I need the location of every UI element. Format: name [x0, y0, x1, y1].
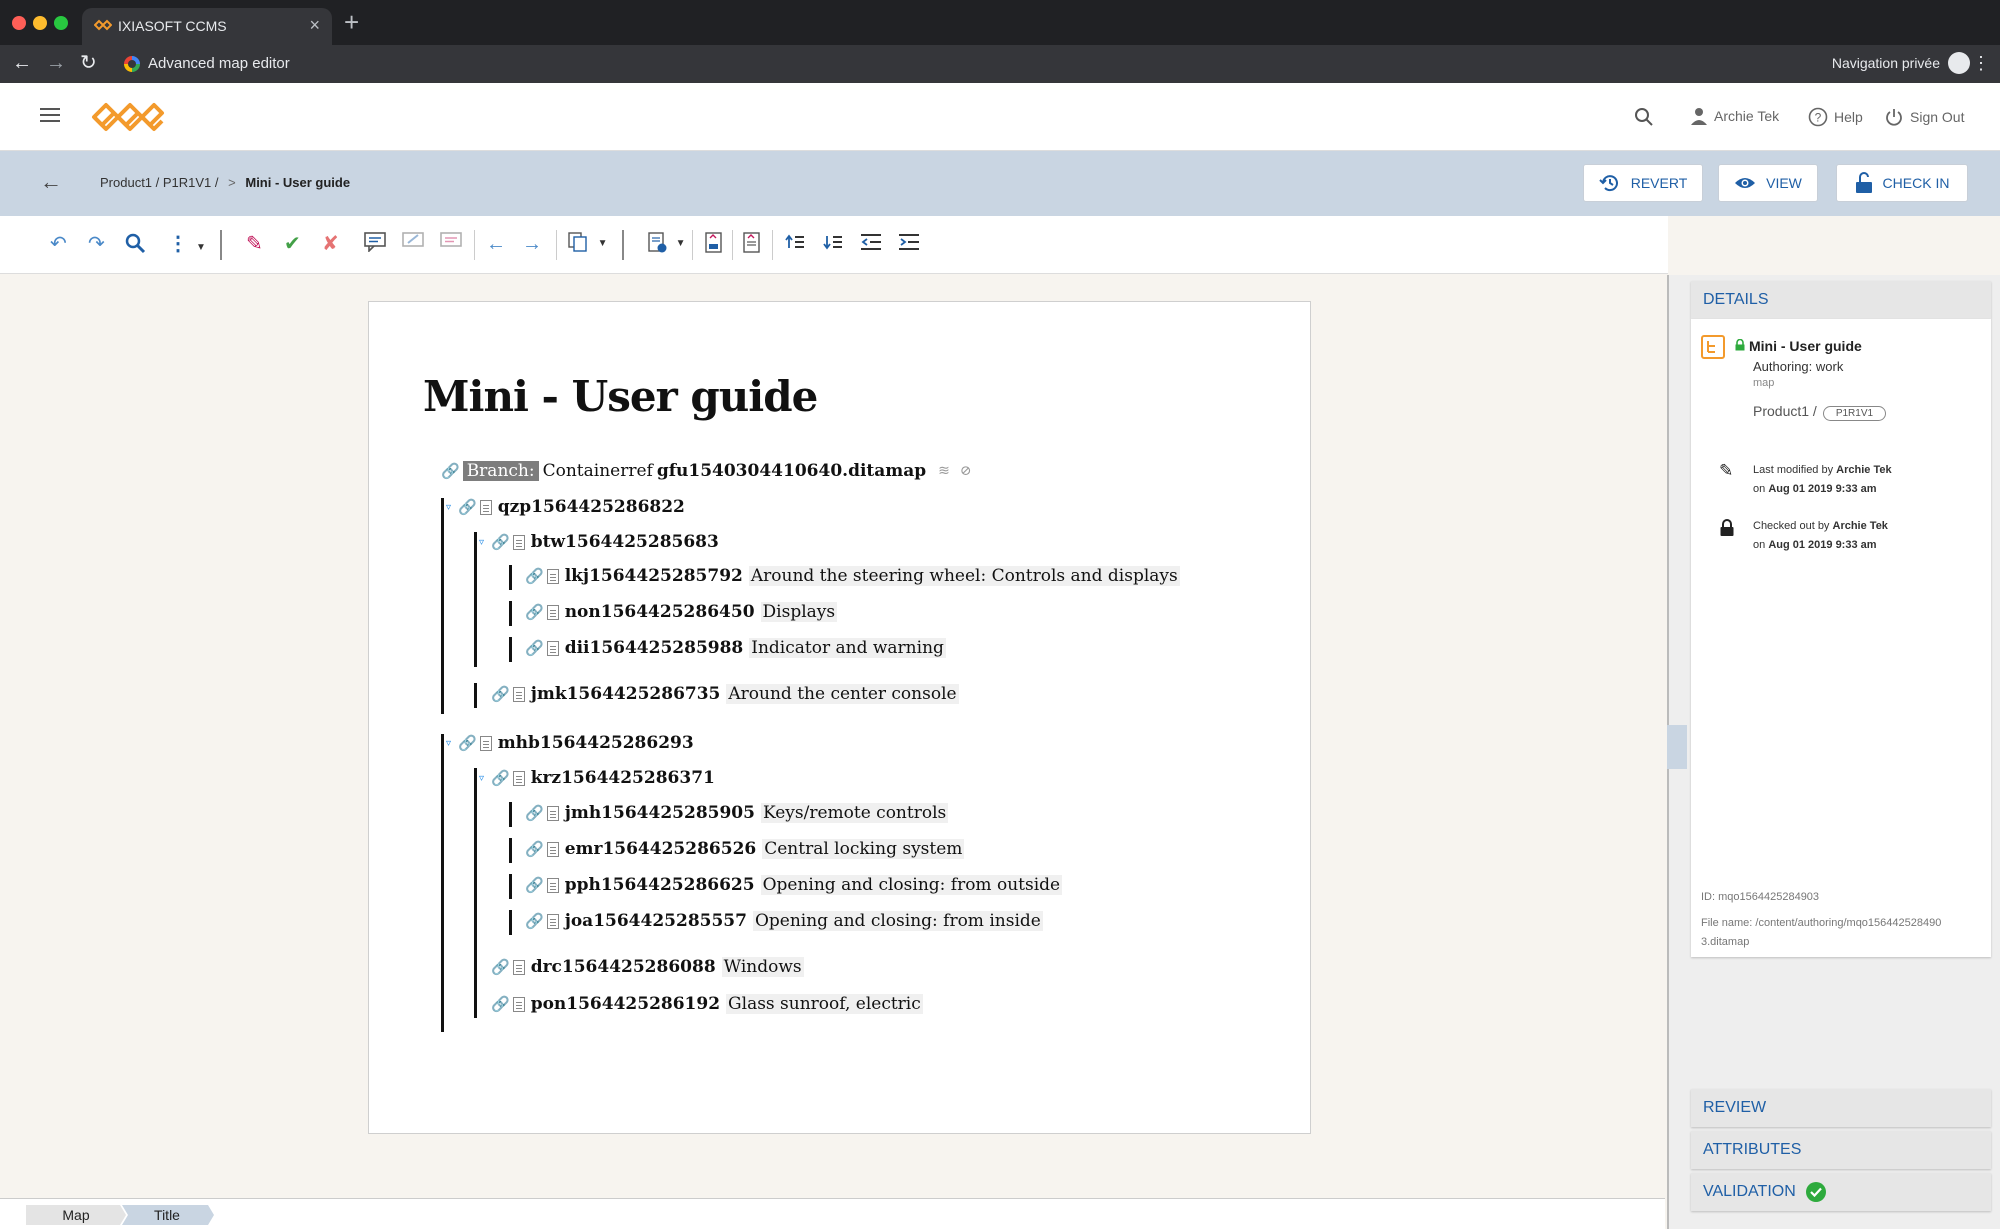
file-name-continued: 3.ditamap [1701, 936, 1750, 948]
next-change-icon[interactable]: → [522, 233, 542, 255]
topicref-row[interactable] [446, 497, 691, 517]
address-bar [0, 45, 2000, 83]
link-icon: 🔗 [525, 840, 544, 858]
google-icon [124, 56, 140, 72]
user-name: Archie Tek [1714, 108, 1780, 124]
forward-icon[interactable]: → [46, 52, 66, 74]
topic-icon [513, 771, 525, 786]
checked-date: Aug 01 2019 9:33 am [1768, 539, 1877, 551]
topicref-key: non1564425286450 [564, 602, 755, 622]
topicref-key: joa1564425285557 [564, 911, 747, 931]
link-icon: 🔗 [525, 804, 544, 822]
document-type: map [1753, 377, 1775, 389]
link-icon: 🔗 [525, 876, 544, 894]
tree-bar [509, 838, 512, 863]
back-arrow-icon[interactable]: ← [40, 169, 62, 194]
expand-chevron-icon[interactable]: ▿ [479, 536, 485, 548]
topicref-key: mhb1564425286293 [497, 733, 694, 753]
document-id: ID: mqo1564425284903 [1701, 891, 1820, 903]
topicref-key: qzp1564425286822 [497, 497, 685, 517]
topicref-key: jmk1564425286735 [530, 684, 721, 704]
topicref-key: krz1564425286371 [530, 768, 715, 788]
link-icon: 🔗 [525, 603, 544, 621]
help-link[interactable] [1808, 107, 1863, 127]
view-button[interactable] [1718, 164, 1818, 202]
topicref-row[interactable] [446, 733, 700, 753]
unlock-icon [1855, 172, 1873, 194]
ditamap-icon [1701, 335, 1725, 359]
link-icon: 🔗 [525, 639, 544, 657]
outdent-icon[interactable] [860, 232, 882, 258]
help-label: Help [1834, 109, 1863, 125]
topic-icon [547, 806, 559, 821]
tab-close-icon[interactable]: × [309, 15, 320, 35]
breadcrumb-bar [0, 151, 2000, 216]
breadcrumb [100, 175, 350, 190]
topicref-row[interactable] [525, 602, 837, 622]
topicref-title: Windows [723, 957, 802, 977]
back-icon[interactable]: ← [12, 52, 32, 74]
breadcrumb-path[interactable]: Product1 / P1R1V1 / [100, 175, 219, 190]
topicref-title: Around the center console [728, 684, 957, 704]
review-title: REVIEW [1703, 1099, 1767, 1116]
topic-icon [547, 842, 559, 857]
version-pill[interactable]: P1R1V1 [1823, 406, 1886, 421]
product-path [1753, 403, 1886, 421]
tree-bar [509, 802, 512, 827]
details-body [1691, 319, 1991, 957]
branch-label: Branch: [463, 461, 539, 481]
power-icon [1884, 107, 1904, 127]
topicref-row[interactable] [525, 638, 946, 658]
sign-out-link[interactable] [1884, 107, 1964, 127]
topicref-title: Central locking system [764, 839, 963, 859]
topicref-row[interactable] [525, 839, 964, 859]
file-name: File name: /content/authoring/mqo156442528490 [1701, 917, 1942, 929]
details-section-header[interactable] [1691, 281, 1991, 319]
incognito-icon[interactable] [1948, 52, 1970, 74]
user-icon [1690, 107, 1708, 125]
topicref-key: jmh1564425285905 [564, 803, 755, 823]
move-up-icon[interactable] [784, 232, 806, 258]
toolbar-separator [692, 230, 693, 260]
document-name: Mini - User guide [1749, 338, 1862, 354]
edit-comment-icon[interactable] [402, 232, 424, 258]
new-tab-button[interactable]: + [344, 7, 360, 37]
topic-icon [480, 500, 492, 515]
omnibox[interactable] [116, 50, 1716, 78]
topic-icon [547, 569, 559, 584]
eye-icon [1734, 175, 1756, 191]
details-title: DETAILS [1703, 291, 1769, 308]
tree-bar [474, 683, 477, 708]
help-icon [1808, 107, 1828, 127]
expand-chevron-icon[interactable]: ▿ [479, 772, 485, 784]
validation-title: VALIDATION [1703, 1183, 1796, 1200]
lock-icon [1735, 339, 1745, 351]
panel-splitter-handle[interactable] [1667, 725, 1687, 769]
find-icon[interactable] [124, 232, 146, 260]
topicref-row[interactable] [525, 911, 1043, 931]
tree-bar [474, 532, 477, 667]
redo-icon[interactable]: ↷ [88, 233, 105, 255]
context-tab-title[interactable]: Title [154, 1207, 180, 1223]
link-icon: 🔗 [491, 533, 510, 551]
tree-bar [509, 910, 512, 935]
topicref-key: drc1564425286088 [530, 957, 716, 977]
checked-user: Archie Tek [1832, 520, 1888, 532]
search-icon[interactable] [1634, 107, 1654, 127]
revert-button[interactable] [1583, 164, 1703, 202]
modified-user: Archie Tek [1836, 464, 1892, 476]
omnibox-text: Advanced map editor [148, 55, 290, 72]
link-icon: 🔗 [458, 498, 477, 516]
product-name: Product1 / [1753, 403, 1817, 419]
details-panel [1667, 275, 2000, 1229]
reject-change-icon[interactable]: ✘ [322, 233, 339, 255]
add-comment-icon[interactable] [364, 232, 386, 258]
check-in-label: CHECK IN [1882, 175, 1950, 191]
accept-change-icon[interactable]: ✔ [284, 233, 301, 255]
breadcrumb-current: Mini - User guide [245, 175, 351, 190]
topicref-key: emr1564425286526 [564, 839, 757, 859]
previous-change-icon[interactable]: ← [486, 233, 506, 255]
topicref-key: pph1564425286625 [564, 875, 755, 895]
topic-icon [547, 605, 559, 620]
reload-icon[interactable]: ↻ [80, 52, 97, 74]
branch-disable-icon[interactable]: ⊘ [959, 463, 972, 479]
topicref-title: Opening and closing: from outside [762, 875, 1061, 895]
topicref-key: lkj1564425285792 [564, 566, 743, 586]
link-icon: 🔗 [491, 769, 510, 787]
link-icon: 🔗 [525, 567, 544, 585]
checked-out [1753, 517, 1888, 555]
view-label: VIEW [1766, 175, 1802, 191]
topic-icon [513, 535, 525, 550]
topicref-row[interactable] [491, 994, 923, 1014]
topic-icon [547, 878, 559, 893]
ixiasoft-favicon-icon [94, 18, 112, 32]
topicref-title: Indicator and warning [751, 638, 944, 658]
check-circle-icon [1806, 1182, 1826, 1202]
editor-toolbar [0, 216, 1668, 274]
topicref-row[interactable] [525, 566, 1180, 586]
toolbar-separator [772, 230, 773, 260]
modified-date: Aug 01 2019 9:33 am [1768, 483, 1877, 495]
insert-keydef-icon[interactable] [742, 232, 762, 260]
tree-bar [474, 768, 477, 1018]
more-options-icon[interactable]: ⋮ ▼ [168, 233, 206, 255]
topicref-row[interactable] [479, 768, 721, 788]
checked-prefix: Checked out by [1753, 520, 1830, 532]
topicref-key: dii1564425285988 [564, 638, 744, 658]
topicref-row[interactable] [525, 875, 1062, 895]
toolbar-separator [622, 230, 624, 260]
tree-bar [441, 734, 444, 1032]
tree-bar [509, 874, 512, 899]
maximize-window-icon[interactable] [54, 16, 68, 30]
pencil-icon: ✎ [1719, 461, 1734, 480]
tree-bar [509, 601, 512, 626]
toolbar-separator [556, 230, 557, 260]
topicref-title: Displays [762, 602, 836, 622]
topic-icon [513, 997, 525, 1012]
validation-section-header[interactable] [1691, 1173, 1991, 1211]
chevron-right-icon: > [228, 175, 236, 190]
topicref-title: Glass sunroof, electric [728, 994, 921, 1014]
toolbar-separator [474, 230, 475, 260]
review-section-header[interactable] [1691, 1089, 1991, 1127]
move-down-icon[interactable] [822, 232, 844, 258]
link-icon: 🔗 [491, 995, 510, 1013]
topic-icon [513, 960, 525, 975]
topic-icon [547, 914, 559, 929]
topicref-key: btw1564425285683 [530, 532, 719, 552]
link-icon: 🔗 [525, 912, 544, 930]
branch-settings-icon[interactable]: ≋ [938, 463, 950, 479]
copy-paste-icon[interactable]: ▼ [568, 232, 607, 258]
topicref-row[interactable] [479, 532, 725, 552]
topicref-key: pon1564425286192 [530, 994, 721, 1014]
review-comments-icon[interactable] [440, 232, 462, 258]
modified-date-prefix: on [1753, 483, 1766, 495]
context-tab-map[interactable]: Map [62, 1207, 90, 1223]
lock-icon [1720, 519, 1734, 536]
browser-tab[interactable] [82, 8, 332, 45]
ixiasoft-logo [90, 101, 166, 133]
user-menu[interactable] [1690, 107, 1779, 125]
topicref-row[interactable] [491, 957, 804, 977]
context-breadcrumb-bar [0, 1198, 1665, 1229]
topic-icon [480, 736, 492, 751]
minimize-window-icon[interactable] [33, 16, 47, 30]
topicref-title: Opening and closing: from inside [754, 911, 1041, 931]
link-icon: 🔗 [491, 685, 510, 703]
document-title[interactable]: Mini - User guide [423, 372, 818, 421]
insert-document-icon[interactable] [704, 232, 724, 260]
check-in-button[interactable] [1836, 164, 1968, 202]
tree-bar [441, 498, 444, 714]
menu-icon[interactable] [40, 108, 60, 122]
branch-type: Containerref [542, 461, 653, 481]
attributes-section-header[interactable] [1691, 1131, 1991, 1169]
checked-date-prefix: on [1753, 539, 1766, 551]
toolbar-separator [732, 230, 733, 260]
modified-prefix: Last modified by [1753, 464, 1834, 476]
indent-icon[interactable] [898, 232, 920, 258]
browser-menu-icon[interactable]: ⋮ [1972, 53, 1990, 73]
tab-title: IXIASOFT CCMS [118, 18, 227, 34]
incognito-label: Navigation privée [1831, 55, 1940, 71]
toolbar-separator [220, 230, 222, 260]
branch-row[interactable] [441, 461, 972, 481]
tree-bar [509, 565, 512, 590]
insert-topicref-icon[interactable]: ▼ [648, 232, 685, 260]
svg-text:?: ? [1814, 110, 1822, 125]
editor-area [0, 275, 1665, 1199]
topic-icon [547, 641, 559, 656]
topicref-title: Around the steering wheel: Controls and displays [750, 566, 1178, 586]
attributes-title: ATTRIBUTES [1703, 1141, 1802, 1158]
document-status: Authoring: work [1753, 359, 1844, 374]
track-changes-icon[interactable]: ✎ [246, 233, 263, 255]
close-window-icon[interactable] [12, 16, 26, 30]
topicref-row[interactable] [491, 684, 959, 704]
topicref-row[interactable] [525, 803, 948, 823]
branch-file: gfu1540304410640.ditamap [656, 461, 927, 481]
map-document-page[interactable] [368, 301, 1311, 1134]
link-icon: 🔗 [441, 462, 460, 480]
topic-icon [513, 687, 525, 702]
history-icon [1599, 172, 1621, 194]
tree-bar [509, 637, 512, 662]
last-modified [1753, 461, 1892, 499]
topicref-title: Keys/remote controls [762, 803, 947, 823]
undo-icon[interactable]: ↶ [50, 233, 67, 255]
revert-label: REVERT [1630, 175, 1688, 191]
sign-out-label: Sign Out [1910, 109, 1965, 125]
link-icon: 🔗 [458, 734, 477, 752]
expand-chevron-icon[interactable]: ▿ [446, 737, 452, 749]
browser-tab-bar [0, 0, 2000, 45]
link-icon: 🔗 [491, 958, 510, 976]
app-header [0, 83, 2000, 151]
expand-chevron-icon[interactable]: ▿ [446, 501, 452, 513]
